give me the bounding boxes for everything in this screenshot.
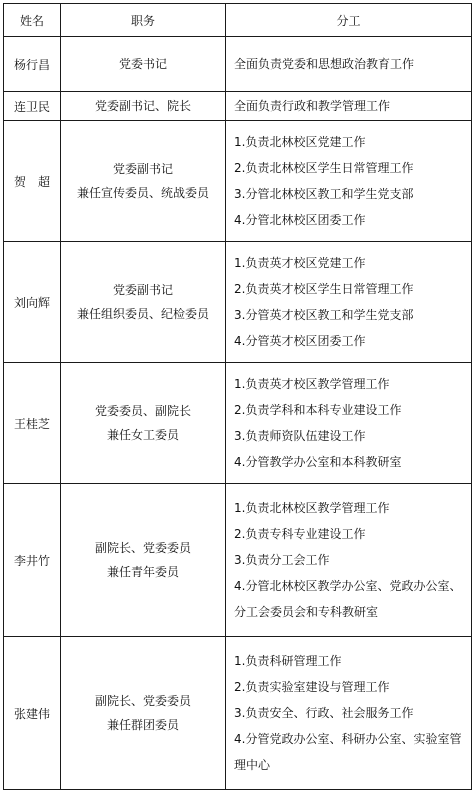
position-line: 党委副书记 bbox=[112, 162, 173, 176]
duty-item: 1.负责科研管理工作 bbox=[234, 654, 342, 668]
member-name: 张建伟 bbox=[4, 637, 61, 790]
member-name: 连卫民 bbox=[4, 92, 61, 121]
duty-item: 3.负责分工会工作 bbox=[234, 553, 330, 567]
table-row bbox=[4, 92, 472, 121]
duty-item: 4.分管北林校区团委工作 bbox=[234, 213, 366, 227]
duty-item: 1.负责北林校区党建工作 bbox=[234, 135, 366, 149]
member-name: 李井竹 bbox=[4, 484, 61, 637]
duty-item: 2.负责北林校区学生日常管理工作 bbox=[234, 161, 414, 175]
duty-item: 全面负责行政和教学管理工作 bbox=[234, 99, 391, 113]
duty-item: 3.分管英才校区教工和学生党支部 bbox=[234, 308, 414, 322]
header-position: 职务 bbox=[61, 4, 226, 37]
position-line: 兼任群团委员 bbox=[106, 718, 179, 732]
duty-item: 1.负责北林校区教学管理工作 bbox=[234, 501, 390, 515]
duty-item: 3.负责师资队伍建设工作 bbox=[234, 429, 366, 443]
member-name: 杨行昌 bbox=[4, 37, 61, 92]
duty-item: 1.负责英才校区教学管理工作 bbox=[234, 377, 390, 391]
page bbox=[3, 3, 472, 790]
duty-item: 3.负责安全、行政、社会服务工作 bbox=[234, 706, 414, 720]
position-line: 兼任组织委员、纪检委员 bbox=[76, 307, 209, 321]
member-duties bbox=[226, 37, 472, 92]
duty-item: 1.负责英才校区党建工作 bbox=[234, 256, 366, 270]
position-line: 兼任青年委员 bbox=[106, 565, 179, 579]
table-row bbox=[4, 37, 472, 92]
position-line: 兼任女工委员 bbox=[106, 428, 179, 442]
duty-item: 4.分管北林校区教学办公室、党政办公室、分工会委员会和专科教研室 bbox=[234, 579, 462, 619]
member-position bbox=[61, 484, 226, 637]
table-row bbox=[4, 637, 472, 790]
duty-item: 4.分管英才校区团委工作 bbox=[234, 334, 366, 348]
position-line: 兼任宣传委员、统战委员 bbox=[76, 186, 209, 200]
duty-item: 4.分管党政办公室、科研办公室、实验室管理中心 bbox=[234, 732, 462, 772]
member-duties bbox=[226, 121, 472, 242]
member-position bbox=[61, 363, 226, 484]
duty-item: 2.负责实验室建设与管理工作 bbox=[234, 680, 390, 694]
member-duties bbox=[226, 484, 472, 637]
duty-item: 3.分管北林校区教工和学生党支部 bbox=[234, 187, 414, 201]
member-name: 贺 超 bbox=[4, 121, 61, 242]
duty-item: 2.负责英才校区学生日常管理工作 bbox=[234, 282, 414, 296]
table-row bbox=[4, 484, 472, 637]
member-duties bbox=[226, 92, 472, 121]
position-line: 党委副书记、院长 bbox=[94, 99, 191, 113]
position-line: 副院长、党委委员 bbox=[94, 694, 191, 708]
duty-item: 2.负责专科专业建设工作 bbox=[234, 527, 366, 541]
table-row bbox=[4, 242, 472, 363]
position-line: 党委书记 bbox=[118, 57, 167, 71]
member-position bbox=[61, 37, 226, 92]
member-duties bbox=[226, 242, 472, 363]
member-name: 刘向辉 bbox=[4, 242, 61, 363]
duty-table bbox=[3, 3, 472, 790]
header-row bbox=[4, 4, 472, 37]
position-line: 党委委员、副院长 bbox=[94, 404, 191, 418]
duty-item: 4.分管教学办公室和本科教研室 bbox=[234, 455, 402, 469]
table-row bbox=[4, 363, 472, 484]
member-name: 王桂芝 bbox=[4, 363, 61, 484]
table-row bbox=[4, 121, 472, 242]
member-position bbox=[61, 92, 226, 121]
duty-item: 2.负责学科和本科专业建设工作 bbox=[234, 403, 402, 417]
member-duties bbox=[226, 637, 472, 790]
header-name: 姓名 bbox=[4, 4, 61, 37]
member-duties bbox=[226, 363, 472, 484]
member-position bbox=[61, 242, 226, 363]
duty-item: 全面负责党委和思想政治教育工作 bbox=[234, 57, 415, 71]
member-position bbox=[61, 121, 226, 242]
header-duty: 分工 bbox=[226, 4, 472, 37]
position-line: 党委副书记 bbox=[112, 283, 173, 297]
member-position bbox=[61, 637, 226, 790]
position-line: 副院长、党委委员 bbox=[94, 541, 191, 555]
